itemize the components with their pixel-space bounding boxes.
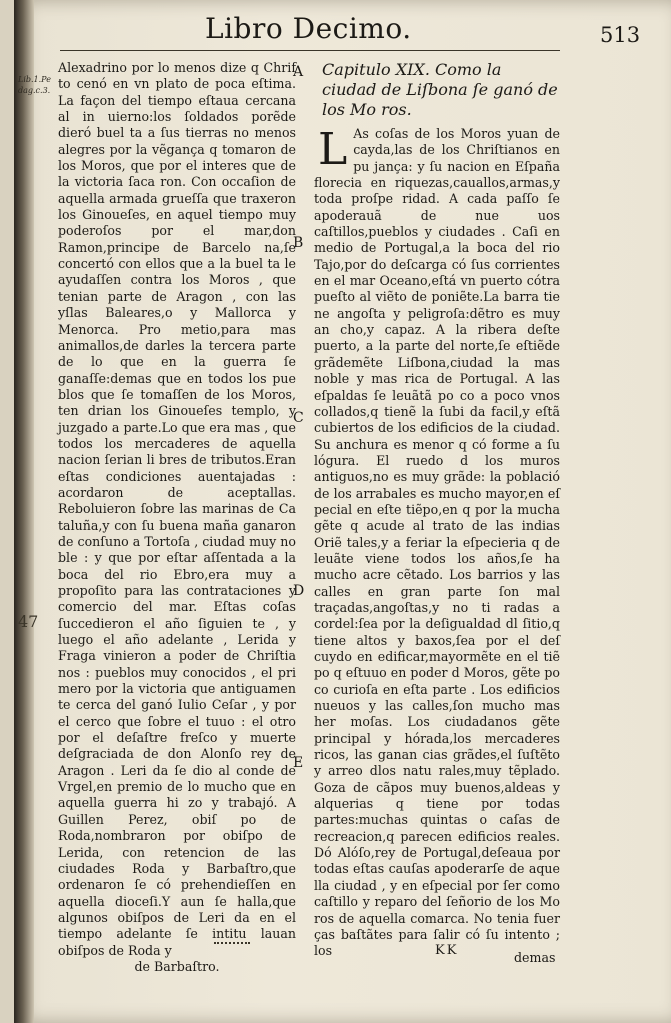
left-column-text: Alexadrino por lo menos dize q Chrif to cenó en vn plato de poca eſtima. La façon del tiempo eſtaua cercana al in uierno:los ſoldados porẽde dieró buel ta a ſus tierras no menos alegres por la vẽgança q tomaron de los Moros, que por el interes que de la victoria ſaca ron. Con occaſion de aquella armada grueſſa que traxeron los Ginoueſes, en aquel tiempo muy poderoſos por el mar,don Ramon,principe de Barcelo na,ſe concertó con ellos que a la buel ta le ayudaſſen contra los Moros , que tenian parte de Aragon , con las yſlas Baleares,o y Mallorca y Menorca. Pro metio,para mas animallos,de darles la tercera parte de lo que en la guerra ſe ganaſſe:demas que en todos los pue blos que ſe tomaſſen de los Moros, ten drian los Ginoueſes templo, y juzgado a parte.Lo que era mas , que todos los mercaderes de aquella nacion ſerian li bres de tributos.Eran eſtas condiciones auentajadas : acordaron de aceptallas. Reboluieron ſobre las marinas de Ca taluña,y con ſu buena maña ganaron de conſuno a Tortoſa , ciudad muy no ble : y que por eſtar aſſentada a la boca del rio Ebro,era muy a propoſito para las contrataciones y comercio del mar. Eſtas coſas ſuccedieron el año ſiguien te , y luego el año adelante , Lerida y Fraga vinieron a poder de Chriſtia nos : pueblos muy conocidos , el pri mero por la victoria que antiguamen te cerca del ganó Iulio Ceſar , y por el cerco que ſobre el tuuo : el otro por el deſaſtre freſco y muerte deſgraciada de don Alonſo rey de Aragon . Leri da ſe dio al conde de Vrgel,en premio de lo mucho que en aquella guerra hi zo y trabajó. A Guillen Perez, obiſ po de Roda,nombraron por obiſpo de Lerida, con retencion de las ciudades Roda y Barbaſtro,que ordenaron ſe có prehendieſſen en aquella dioceſi.Y aun ſe halla,que algunos obiſpos de Leri da en el tiempo adelante ſe intitu lauan obiſpos de Roda y <box>58 60 296 958</box>
left-column-tail: de Barbaſtro. <box>134 958 220 974</box>
marginal-number: 47 <box>18 612 39 631</box>
right-column-body: As coſas de los Moros yuan de cayda,las de los Chriſtianos en pu jança: y ſu nacion en Eſpaña florecia en riquezas,cauallos,armas,y toda proſpe ridad. A cada paſſo ſe apoderauã de nue uos caſtillos,pueblos y ciudades . Caſi en medio de Portugal,a la boca del rio Tajo,por do deſcarga có ſus corrientes en el mar Oceano,eſtá vn puerto cótra pueſto al viẽto de poniẽte.La barra tie ne angoſta y peligroſa:dẽtro es muy an cho,y capaz. A la ribera deſte puerto, a la parte del norte,ſe eſtiẽde grãdemẽte Liſbona,ciudad la mas noble y mas rica de Portugal. A las eſpaldas ſe leuãtã po co a poco vnos collados,q tienẽ la ſubi da facil,y eſtã cubiertos de los edificios de la ciudad. Su anchura es menor q có forme a ſu lógura. El ruedo d los muros antiguos,no es muy grãde: la població de los arrabales es mucho mayor,en eſ pecial en eſte tiẽpo,en q por la mucha gẽte q acude al trato de las indias Oriẽ tales,y a feriar la eſpecieria q de leuãte viene todos los años,ſe ha mucho acre cẽtado. Los barrios y las calles en gran parte ſon mal traçadas,angoſtas,y no ti radas a cordel:ſea por la deſigualdad dl ſitio,q tiene altos y baxos,ſea por el deſ cuydo en edificar,mayormẽte en el tiẽ po q eſtuuo en poder d Moros, gẽte po co curioſa en eſta parte . Los edificios nueuos y las calles,ſon mucho mas her moſas. Los ciudadanos gẽte principal y hórada,los mercaderes ricos, las ganan cias grãdes,el ſuſtẽto y arreo dlos natu rales,muy tẽplado. Goza de cãpos muy buenos,aldeas y alquerias q tiene por todas partes:muchas quintas o caſas de recreacion,q parecen edificios reales. Dó Alóſo,rey de Portugal,deſeaua por todas eſtas cauſas apoderarſe de aque lla ciudad , y en eſpecial por ſer como caſtillo y reparo del ſeñorio de los Mo ros de aquella comarca. No tenia fuer ças baſtãtes para ſalir có ſu intento ; los <box>314 126 560 959</box>
section-letter-a: A <box>293 64 304 80</box>
chapter-heading: Capitulo XIX. Como la ciudad de Liſbona ſe ganó de los Mo ros. <box>322 60 558 119</box>
section-letter-e: E <box>293 755 304 771</box>
page-number: 513 <box>600 23 641 47</box>
signature-mark: KK <box>435 943 459 958</box>
marginal-citation: Lib.1.Pe dag.c.3. <box>18 75 51 95</box>
section-letter-d: D <box>293 583 305 599</box>
running-head: Libro Decimo. <box>205 12 412 45</box>
catchword: demas <box>514 950 556 965</box>
drop-cap: L <box>318 124 348 175</box>
section-letter-c: C <box>293 410 304 426</box>
right-column-text <box>314 126 560 960</box>
ornament-rule <box>214 936 250 944</box>
left-column <box>58 60 296 975</box>
binding-gutter <box>14 0 34 1023</box>
section-letter-b: B <box>293 235 304 251</box>
right-column <box>314 60 560 960</box>
header-rule <box>60 50 560 51</box>
